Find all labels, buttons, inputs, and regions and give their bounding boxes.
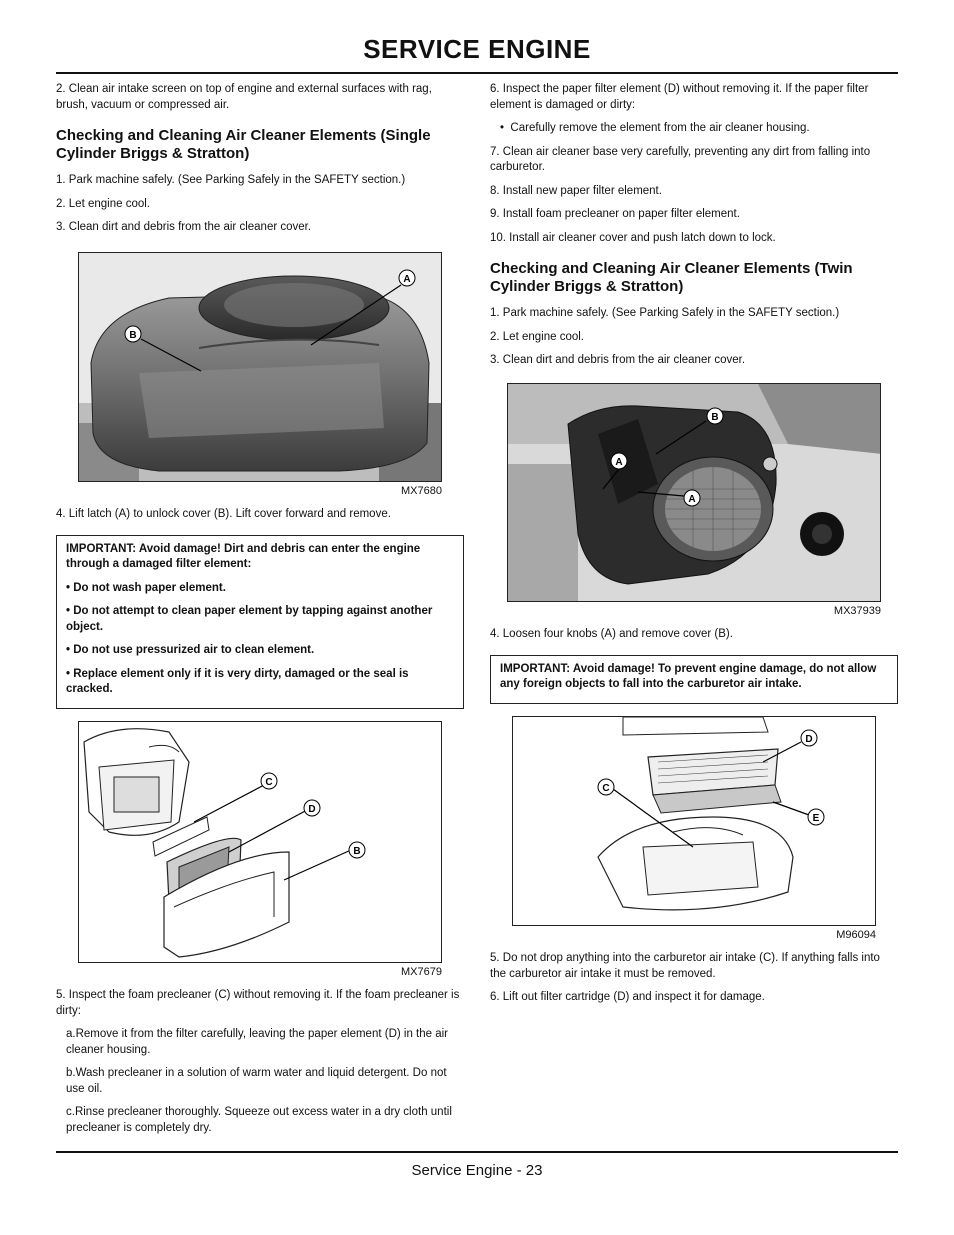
figure-caption: MX7679 xyxy=(401,965,442,978)
page-footer: Service Engine - 23 xyxy=(411,1162,543,1179)
step-text: 7. Clean air cleaner base very carefully, preventing any dirt from falling into carburetor. xyxy=(490,145,871,173)
step-text: 8. Install new paper filter element. xyxy=(490,184,662,197)
callout-b: B xyxy=(129,329,137,341)
left-column xyxy=(56,82,464,1144)
step-text: 3. Clean dirt and debris from the air cleaner cover. xyxy=(490,354,746,366)
figure-caption: M96094 xyxy=(836,928,876,941)
callout-a: A xyxy=(403,273,411,285)
right-column xyxy=(490,82,898,1014)
important-notice xyxy=(56,535,464,709)
step-text: 1. Park machine safely. (See Parking Safely in the SAFETY section.) xyxy=(56,174,406,186)
sub-step-text: a.Remove it from the filter carefully, leaving the paper element (D) in the air cleaner housing. xyxy=(66,1028,449,1056)
callout-d: D xyxy=(805,733,813,745)
step-text: 10. Install air cleaner cover and push latch down to lock. xyxy=(490,231,776,244)
callout-c: C xyxy=(265,776,273,788)
precleaner-exploded-illustration xyxy=(78,721,442,963)
section-heading-twin-cylinder: Checking and Cleaning Air Cleaner Elements (Twin Cylinder Briggs & Stratton) xyxy=(490,260,853,295)
figure-caption: MX37939 xyxy=(833,604,881,617)
step-text: 2. Let engine cool. xyxy=(490,330,584,343)
bullet-item: • Carefully remove the element from the air cleaner housing. xyxy=(500,122,810,134)
important-intro: IMPORTANT: Avoid damage! Dirt and debris can enter the engine through a damaged filter element: xyxy=(66,542,421,570)
callout-a: A xyxy=(688,493,696,505)
sub-step-text: b.Wash precleaner in a solution of warm water and liquid detergent. Do not use oil. xyxy=(66,1067,447,1095)
callout-b: B xyxy=(711,411,719,423)
filter-cartridge-illustration xyxy=(512,716,876,926)
page-title: SERVICE ENGINE xyxy=(363,34,591,64)
step-text: 3. Clean dirt and debris from the air cleaner cover. xyxy=(56,221,312,233)
callout-a: A xyxy=(615,456,623,468)
step-text: 9. Install foam precleaner on paper filter element. xyxy=(490,208,740,220)
footer-rule xyxy=(56,1151,898,1153)
engine-cover-illustration xyxy=(78,252,442,482)
step-text: 1. Park machine safely. (See Parking Safely in the SAFETY section.) xyxy=(490,307,840,319)
callout-d: D xyxy=(308,803,316,815)
important-item: • Replace element only if it is very dirty, damaged or the seal is cracked. xyxy=(66,667,409,695)
important-item: • Do not wash paper element. xyxy=(66,581,226,594)
callout-e: E xyxy=(812,812,820,824)
bullet-text: Carefully remove the element from the air cleaner housing. xyxy=(510,122,810,134)
important-text: IMPORTANT: Avoid damage! To prevent engine damage, do not allow any foreign objects to fall into the carburetor air intake. xyxy=(500,662,877,690)
callout-c: C xyxy=(602,782,610,794)
important-item: • Do not use pressurized air to clean element. xyxy=(66,644,315,656)
section-heading-single-cylinder: Checking and Cleaning Air Cleaner Elements (Single Cylinder Briggs & Stratton) xyxy=(56,127,431,162)
figure-caption: MX7680 xyxy=(401,484,442,497)
callout-b: B xyxy=(353,845,361,857)
important-item: • Do not attempt to clean paper element by tapping against another object. xyxy=(66,605,433,633)
step-text: 6. Lift out filter cartridge (D) and inspect it for damage. xyxy=(490,991,765,1003)
step-text: 6. Inspect the paper filter element (D) without removing it. If the paper filter element is damaged or dirty: xyxy=(490,83,869,111)
important-notice xyxy=(490,655,898,704)
step-text: 2. Clean air intake screen on top of engine and external surfaces with rag, brush, vacuum or compressed air. xyxy=(56,83,432,111)
figure-m96094 xyxy=(512,716,876,944)
step-text: 5. Inspect the foam precleaner (C) without removing it. If the foam precleaner is dirty: xyxy=(56,989,460,1017)
figure-mx37939 xyxy=(507,383,881,620)
sub-step-text: c.Rinse precleaner thoroughly. Squeeze out excess water in a dry cloth until precleaner is completely dry. xyxy=(66,1106,452,1134)
header-rule xyxy=(56,72,898,74)
step-text: 4. Lift latch (A) to unlock cover (B). Lift cover forward and remove. xyxy=(56,508,391,520)
step-text: 2. Let engine cool. xyxy=(56,197,150,210)
figure-mx7679 xyxy=(78,721,442,981)
figure-mx7680 xyxy=(78,252,442,500)
twin-cylinder-cover-illustration xyxy=(507,383,881,602)
step-text: 5. Do not drop anything into the carburetor air intake (C). If anything falls into the carburetor air intake it must be removed. xyxy=(490,952,880,980)
step-text: 4. Loosen four knobs (A) and remove cover (B). xyxy=(490,628,733,640)
